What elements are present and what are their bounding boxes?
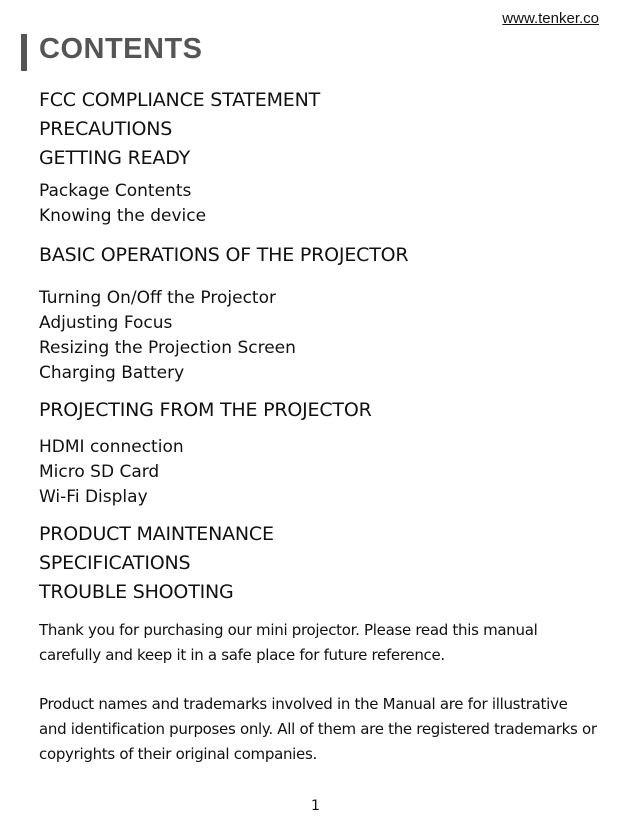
table-of-contents	[39, 86, 609, 607]
toc-item-turning-on-off: Turning On/Off the Projector	[39, 288, 276, 308]
toc-heading-getting-ready: GETTING READY	[39, 147, 190, 169]
toc-heading-basic-operations: BASIC OPERATIONS OF THE PROJECTOR	[39, 244, 409, 266]
toc-item-adjusting-focus: Adjusting Focus	[39, 313, 173, 333]
toc-heading-fcc: FCC COMPLIANCE STATEMENT	[39, 89, 321, 111]
title-accent-bar	[21, 34, 27, 71]
toc-heading-trouble-shooting: TROUBLE SHOOTING	[39, 581, 234, 603]
toc-heading-specifications: SPECIFICATIONS	[39, 552, 191, 574]
intro-paragraph-trademarks: Product names and trademarks involved in the Manual are for illustrative and identification purposes only. All of them are the registered trademarks or copyrights of their original companies.	[39, 695, 597, 763]
toc-heading-projecting: PROJECTING FROM THE PROJECTOR	[39, 399, 372, 421]
toc-item-micro-sd-card: Micro SD Card	[39, 462, 160, 482]
toc-item-hdmi-connection: HDMI connection	[39, 437, 184, 457]
intro-text	[39, 618, 599, 791]
toc-heading-product-maintenance: PRODUCT MAINTENANCE	[39, 523, 274, 545]
toc-item-package-contents: Package Contents	[39, 181, 192, 201]
toc-item-wifi-display: Wi-Fi Display	[39, 487, 148, 507]
intro-paragraph-thanks: Thank you for purchasing our mini projector. Please read this manual carefully and keep it in a safe place for future reference.	[39, 621, 538, 664]
toc-item-charging-battery: Charging Battery	[39, 363, 185, 383]
toc-heading-precautions: PRECAUTIONS	[39, 118, 173, 140]
page-title: CONTENTS	[39, 33, 203, 65]
toc-item-resizing-screen: Resizing the Projection Screen	[39, 338, 296, 358]
page-number: 1	[311, 798, 320, 814]
toc-item-knowing-the-device: Knowing the device	[39, 206, 207, 226]
website-link[interactable]: www.tenker.co	[502, 10, 599, 27]
